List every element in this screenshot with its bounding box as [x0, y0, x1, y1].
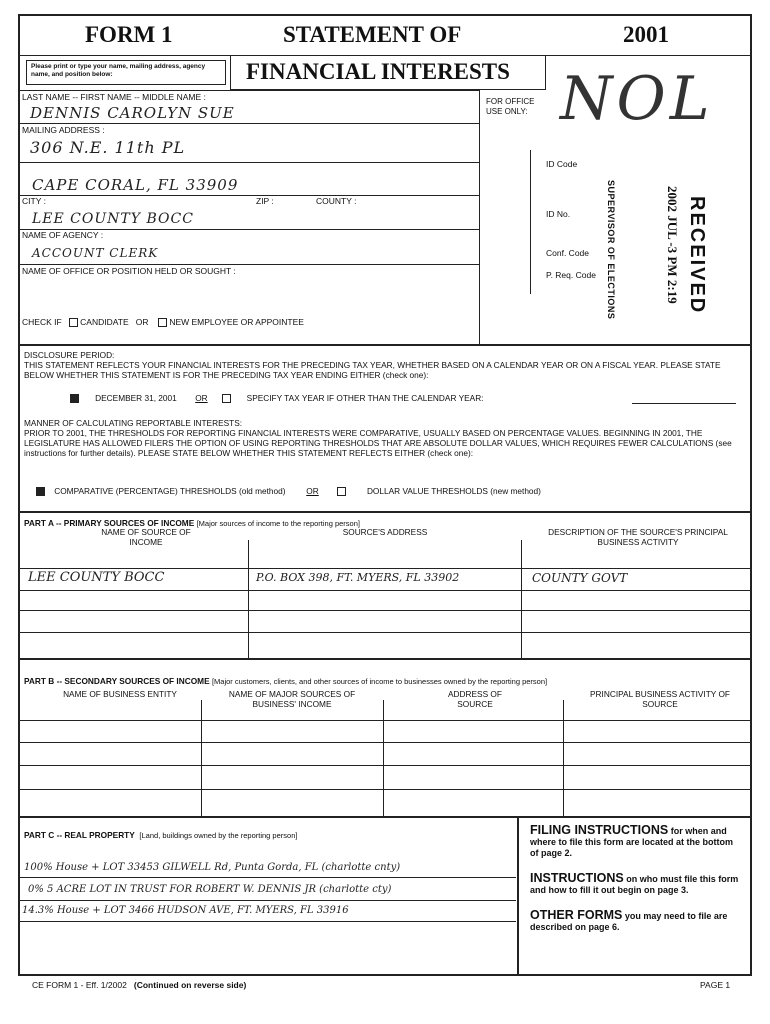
print-instruction: Please print or type your name, mailing address, agency name, and position below:	[31, 63, 206, 78]
id-code-label: ID Code	[546, 159, 578, 169]
name-label: LAST NAME -- FIRST NAME -- MIDDLE NAME :	[22, 92, 206, 102]
comparative-checkbox[interactable]	[36, 487, 45, 496]
manner-text: PRIOR TO 2001, THE THRESHOLDS FOR REPORTING FINANCIAL INTERESTS WERE COMPARATIVE, USUALLY BASED ON PERCENTAGE VALUES. BEGINNING IN 2001, THE LEGISLATURE HAS ALLOWED FILERS THE OPTION OF USING REPORTING THRESHOLDS THAT ARE ABSOLUTE DOLLAR VALUES, WHICH REQUIRES FEWER CALCULATIONS (see instructions for further details). PLEASE STATE BELOW WHETHER THIS STATEMENT REFLECTS EITHER (check one):	[24, 428, 732, 458]
office-use-label: FOR OFFICE USE ONLY:	[486, 97, 535, 116]
candidate-label: CANDIDATE	[80, 317, 129, 327]
filing-title: FILING INSTRUCTIONS	[530, 823, 669, 837]
specify-label: SPECIFY TAX YEAR IF OTHER THAN THE CALENDAR YEAR:	[246, 393, 484, 403]
office-label: NAME OF OFFICE OR POSITION HELD OR SOUGHT :	[22, 266, 236, 276]
form-number: FORM 1	[85, 22, 173, 47]
address-line2[interactable]: CAPE CORAL, FL 33909	[32, 176, 239, 194]
part-c-row2[interactable]: 0% 5 ACRE LOT IN TRUST FOR ROBERT W. DENNIS JR (charlotte cty)	[28, 884, 392, 895]
agency-label: NAME OF AGENCY :	[22, 230, 104, 240]
part-b-heading: PART B -- SECONDARY SOURCES OF INCOME	[24, 676, 210, 686]
id-no-label: ID No.	[546, 209, 571, 219]
instructions-title: INSTRUCTIONS	[530, 871, 624, 885]
or-underlined-2: OR	[306, 486, 319, 496]
page-number: PAGE 1	[700, 980, 731, 990]
part-c-heading-row	[24, 830, 297, 841]
part-c-heading: PART C -- REAL PROPERTY	[24, 830, 135, 840]
dec31-label: DECEMBER 31, 2001	[95, 393, 177, 403]
check-if-label: CHECK IF	[22, 317, 62, 327]
part-b-col3-header: ADDRESS OF SOURCE	[448, 689, 502, 709]
part-a-row1-name[interactable]: LEE COUNTY BOCC	[28, 570, 165, 585]
part-b-col4-header: PRINCIPAL BUSINESS ACTIVITY OF SOURCE	[590, 689, 731, 709]
instructions-text: on who must file this form and how to fill it out begin on page 3.	[530, 874, 739, 895]
manner-options	[36, 486, 541, 496]
county-label: COUNTY :	[316, 196, 357, 206]
county-value[interactable]: LEE COUNTY BOCC	[32, 211, 194, 227]
part-c-subheading: [Land, buildings owned by the reporting person]	[139, 831, 298, 840]
stamp-date: 2002 JUL -3 PM 2:19	[665, 186, 680, 304]
title2-box	[230, 55, 546, 90]
or-underlined: OR	[195, 393, 208, 403]
part-b-heading-row	[24, 676, 547, 687]
specify-checkbox[interactable]	[222, 394, 231, 403]
part-a-row1-activity[interactable]: COUNTY GOVT	[532, 571, 628, 585]
or-label: OR	[135, 317, 149, 327]
dollar-checkbox[interactable]	[337, 487, 346, 496]
dollar-label: DOLLAR VALUE THRESHOLDS (new method)	[366, 486, 541, 496]
received-stamp	[596, 180, 746, 350]
disclosure-text: THIS STATEMENT REFLECTS YOUR FINANCIAL INTERESTS FOR THE PRECEDING TAX YEAR, WHETHER BASED ON A CALENDAR YEAR OR ON A FISCAL YEAR. PLEASE STATE BELOW WHETHER THIS STATEMENT IS FOR THE PRECEDING TAX YEAR ENDING EITHER (check one):	[24, 360, 721, 380]
part-a-heading: PART A -- PRIMARY SOURCES OF INCOME	[24, 518, 195, 528]
specify-line[interactable]	[632, 403, 736, 404]
other-forms-title: OTHER FORMS	[530, 908, 623, 922]
zip-label: ZIP :	[256, 196, 274, 206]
part-b-subheading: [Major customers, clients, and other sources of income to businesses owned by the reporting person]	[211, 677, 548, 686]
filing-text: for when and where to file this form are located at the bottom of page 2.	[530, 826, 734, 858]
part-c-row1[interactable]: 100% House + LOT 33453 GILWELL Rd, Punta Gorda, FL (charlotte cnty)	[24, 862, 401, 873]
form-title-line1: STATEMENT OF	[283, 22, 462, 47]
candidate-checkbox[interactable]	[69, 318, 78, 327]
other-forms-text: you may need to file are described on page 6.	[530, 911, 728, 932]
part-c-row3[interactable]: 14.3% House + LOT 3466 HUDSON AVE, FT. MYERS, FL 33916	[22, 905, 349, 916]
p-req-code-label: P. Req. Code	[546, 270, 596, 280]
dec31-checkbox[interactable]	[70, 394, 79, 403]
check-if-row	[22, 317, 304, 327]
part-b-col1-header: NAME OF BUSINESS ENTITY	[63, 689, 177, 699]
disclosure-heading: DISCLOSURE PERIOD:	[24, 350, 115, 360]
part-a-col2-header: SOURCE'S ADDRESS	[342, 527, 428, 537]
new-employee-checkbox[interactable]	[158, 318, 167, 327]
agency-value[interactable]: ACCOUNT CLERK	[32, 246, 159, 260]
comparative-label: COMPARATIVE (PERCENTAGE) THRESHOLDS (old method)	[54, 486, 286, 496]
conf-code-label: Conf. Code	[546, 248, 589, 258]
stamp-supervisor: SUPERVISOR OF ELECTIONS	[606, 180, 616, 320]
form-year: 2001	[623, 22, 669, 47]
name-value[interactable]: DENNIS CAROLYN SUE	[30, 104, 235, 122]
mailing-label: MAILING ADDRESS :	[22, 125, 105, 135]
part-a-row1-address[interactable]: P.O. BOX 398, FT. MYERS, FL 33902	[256, 571, 460, 584]
new-employee-label: NEW EMPLOYEE OR APPOINTEE	[169, 317, 304, 327]
part-a-subheading: [Major sources of income to the reporting person]	[196, 519, 360, 528]
address-line1[interactable]: 306 N.E. 11th PL	[30, 138, 186, 157]
part-a-col3-header: DESCRIPTION OF THE SOURCE'S PRINCIPAL BUSINESS ACTIVITY	[548, 527, 728, 547]
footer-form-id: CE FORM 1 - Eff. 1/2002	[32, 980, 127, 990]
part-b-col2-header: NAME OF MAJOR SOURCES OF BUSINESS' INCOME	[228, 689, 356, 709]
disclosure-options	[70, 393, 740, 403]
form-title-line2: FINANCIAL INTERESTS	[246, 59, 510, 84]
filing-instructions	[530, 825, 740, 933]
office-use-handwriting: NOL	[560, 64, 714, 134]
manner-heading: MANNER OF CALCULATING REPORTABLE INTERESTS:	[24, 418, 243, 428]
footer-continued: (Continued on reverse side)	[133, 980, 247, 990]
part-a-col1-header: NAME OF SOURCE OF INCOME	[101, 527, 191, 547]
footer-row	[32, 980, 246, 990]
stamp-received: RECEIVED	[686, 196, 708, 315]
city-label: CITY :	[22, 196, 46, 206]
